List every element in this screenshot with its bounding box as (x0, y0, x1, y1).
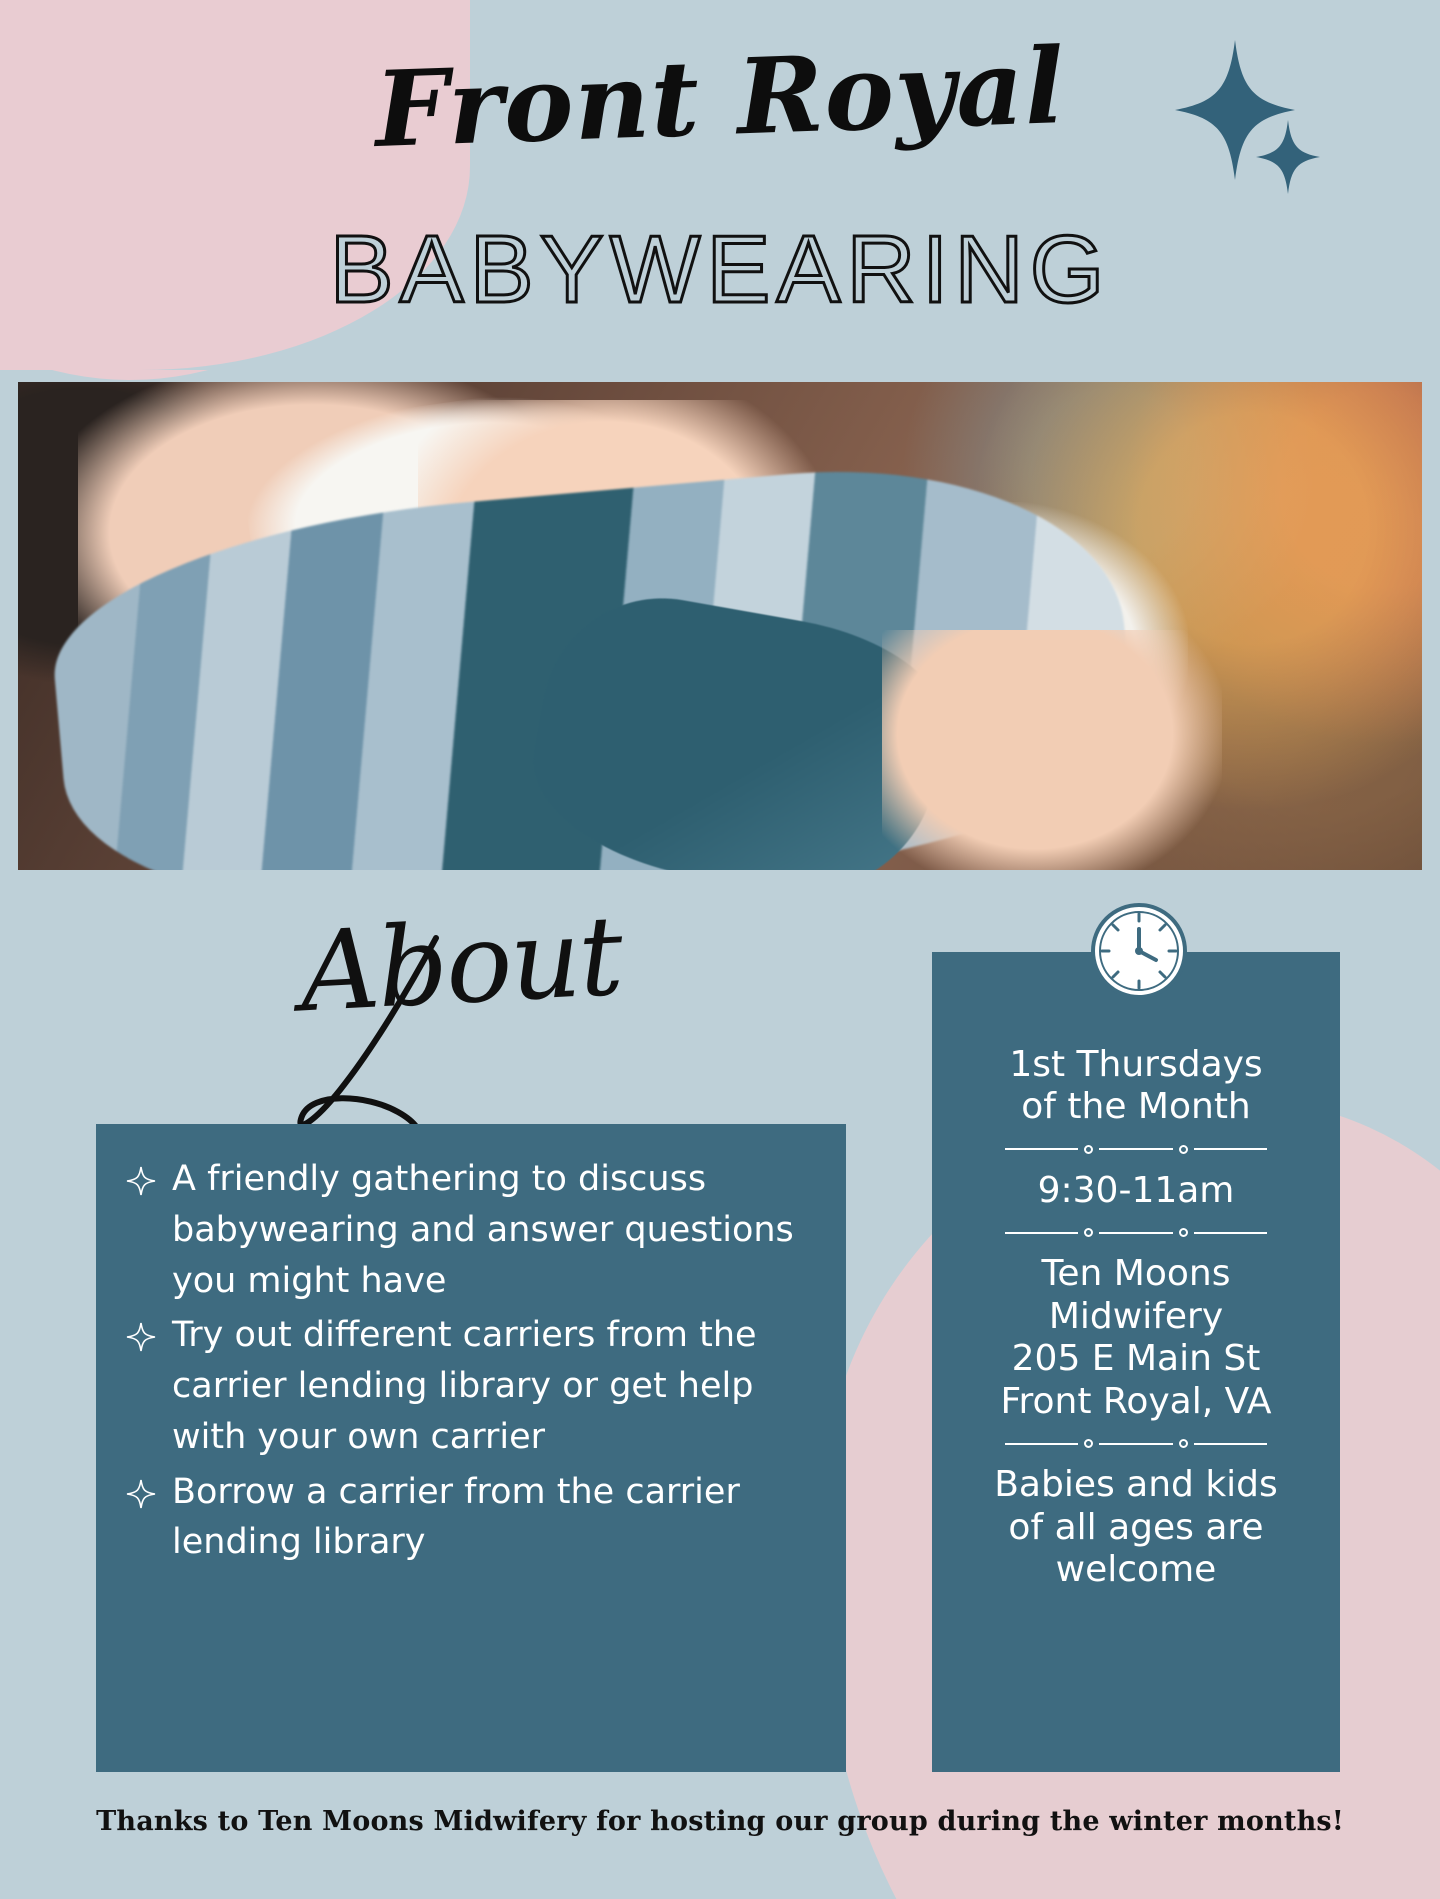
welcome-note-line-2: of all ages are (1008, 1506, 1264, 1548)
list-item (122, 1467, 820, 1569)
sparkle-small-icon (1256, 120, 1320, 194)
list-item-text: Try out different carriers from the carrier lending library or get help with your own carrier (172, 1315, 757, 1457)
divider-dash-left (1005, 1443, 1078, 1445)
divider-dash-mid (1099, 1232, 1172, 1234)
photo-parent-hand (882, 630, 1222, 870)
list-item (122, 1310, 820, 1462)
venue-line-1: Ten Moons (1041, 1253, 1231, 1295)
sparkle-bullet-icon (126, 1160, 156, 1190)
divider (1005, 1145, 1267, 1154)
footer-thanks-note: Thanks to Ten Moons Midwifery for hosting our group during the winter months! (96, 1806, 1344, 1837)
welcome-note-group (946, 1464, 1326, 1591)
details-panel (932, 952, 1340, 1772)
sparkle-bullet-icon (126, 1473, 156, 1503)
divider-dot-left (1084, 1439, 1093, 1448)
welcome-note-line-1: Babies and kids (994, 1464, 1278, 1506)
divider-dash-right (1194, 1232, 1267, 1234)
list-item-text: A friendly gathering to discuss babywearing and answer questions you might have (172, 1159, 794, 1301)
divider-dash-mid (1099, 1443, 1172, 1445)
divider-dash-mid (1099, 1148, 1172, 1150)
welcome-note-line-3: welcome (1055, 1549, 1217, 1591)
divider-dot-right (1179, 1145, 1188, 1154)
clock-icon (1090, 902, 1188, 1000)
sparkle-bullet-icon (126, 1316, 156, 1346)
list-item (122, 1154, 820, 1306)
divider-dot-right (1179, 1228, 1188, 1237)
list-item-text: Borrow a carrier from the carrier lending library (172, 1471, 740, 1563)
divider-dot-right (1179, 1439, 1188, 1448)
venue-group (946, 1253, 1326, 1423)
divider-dash-right (1194, 1443, 1267, 1445)
meeting-time: 9:30-11am (1037, 1169, 1235, 1211)
about-heading: About (296, 891, 625, 1037)
about-list (122, 1154, 820, 1568)
divider (1005, 1439, 1267, 1448)
schedule-group (946, 1044, 1326, 1129)
schedule-line-1: 1st Thursdays (1009, 1044, 1263, 1085)
poster-title-script: Front Royal (372, 23, 1067, 172)
poster-title-outline: BABYWEARING (329, 216, 1111, 323)
divider-dash-left (1005, 1232, 1078, 1234)
schedule-line-2: of the Month (1021, 1086, 1251, 1128)
venue-line-2: Midwifery (1048, 1295, 1224, 1337)
divider-dash-left (1005, 1148, 1078, 1150)
divider-dot-left (1084, 1145, 1093, 1154)
divider (1005, 1228, 1267, 1237)
address-line-2: Front Royal, VA (1000, 1380, 1272, 1422)
address-line-1: 205 E Main St (1011, 1338, 1261, 1380)
divider-dash-right (1194, 1148, 1267, 1150)
divider-dot-left (1084, 1228, 1093, 1237)
about-panel (96, 1124, 846, 1772)
hero-photo-babywearing (18, 382, 1422, 870)
